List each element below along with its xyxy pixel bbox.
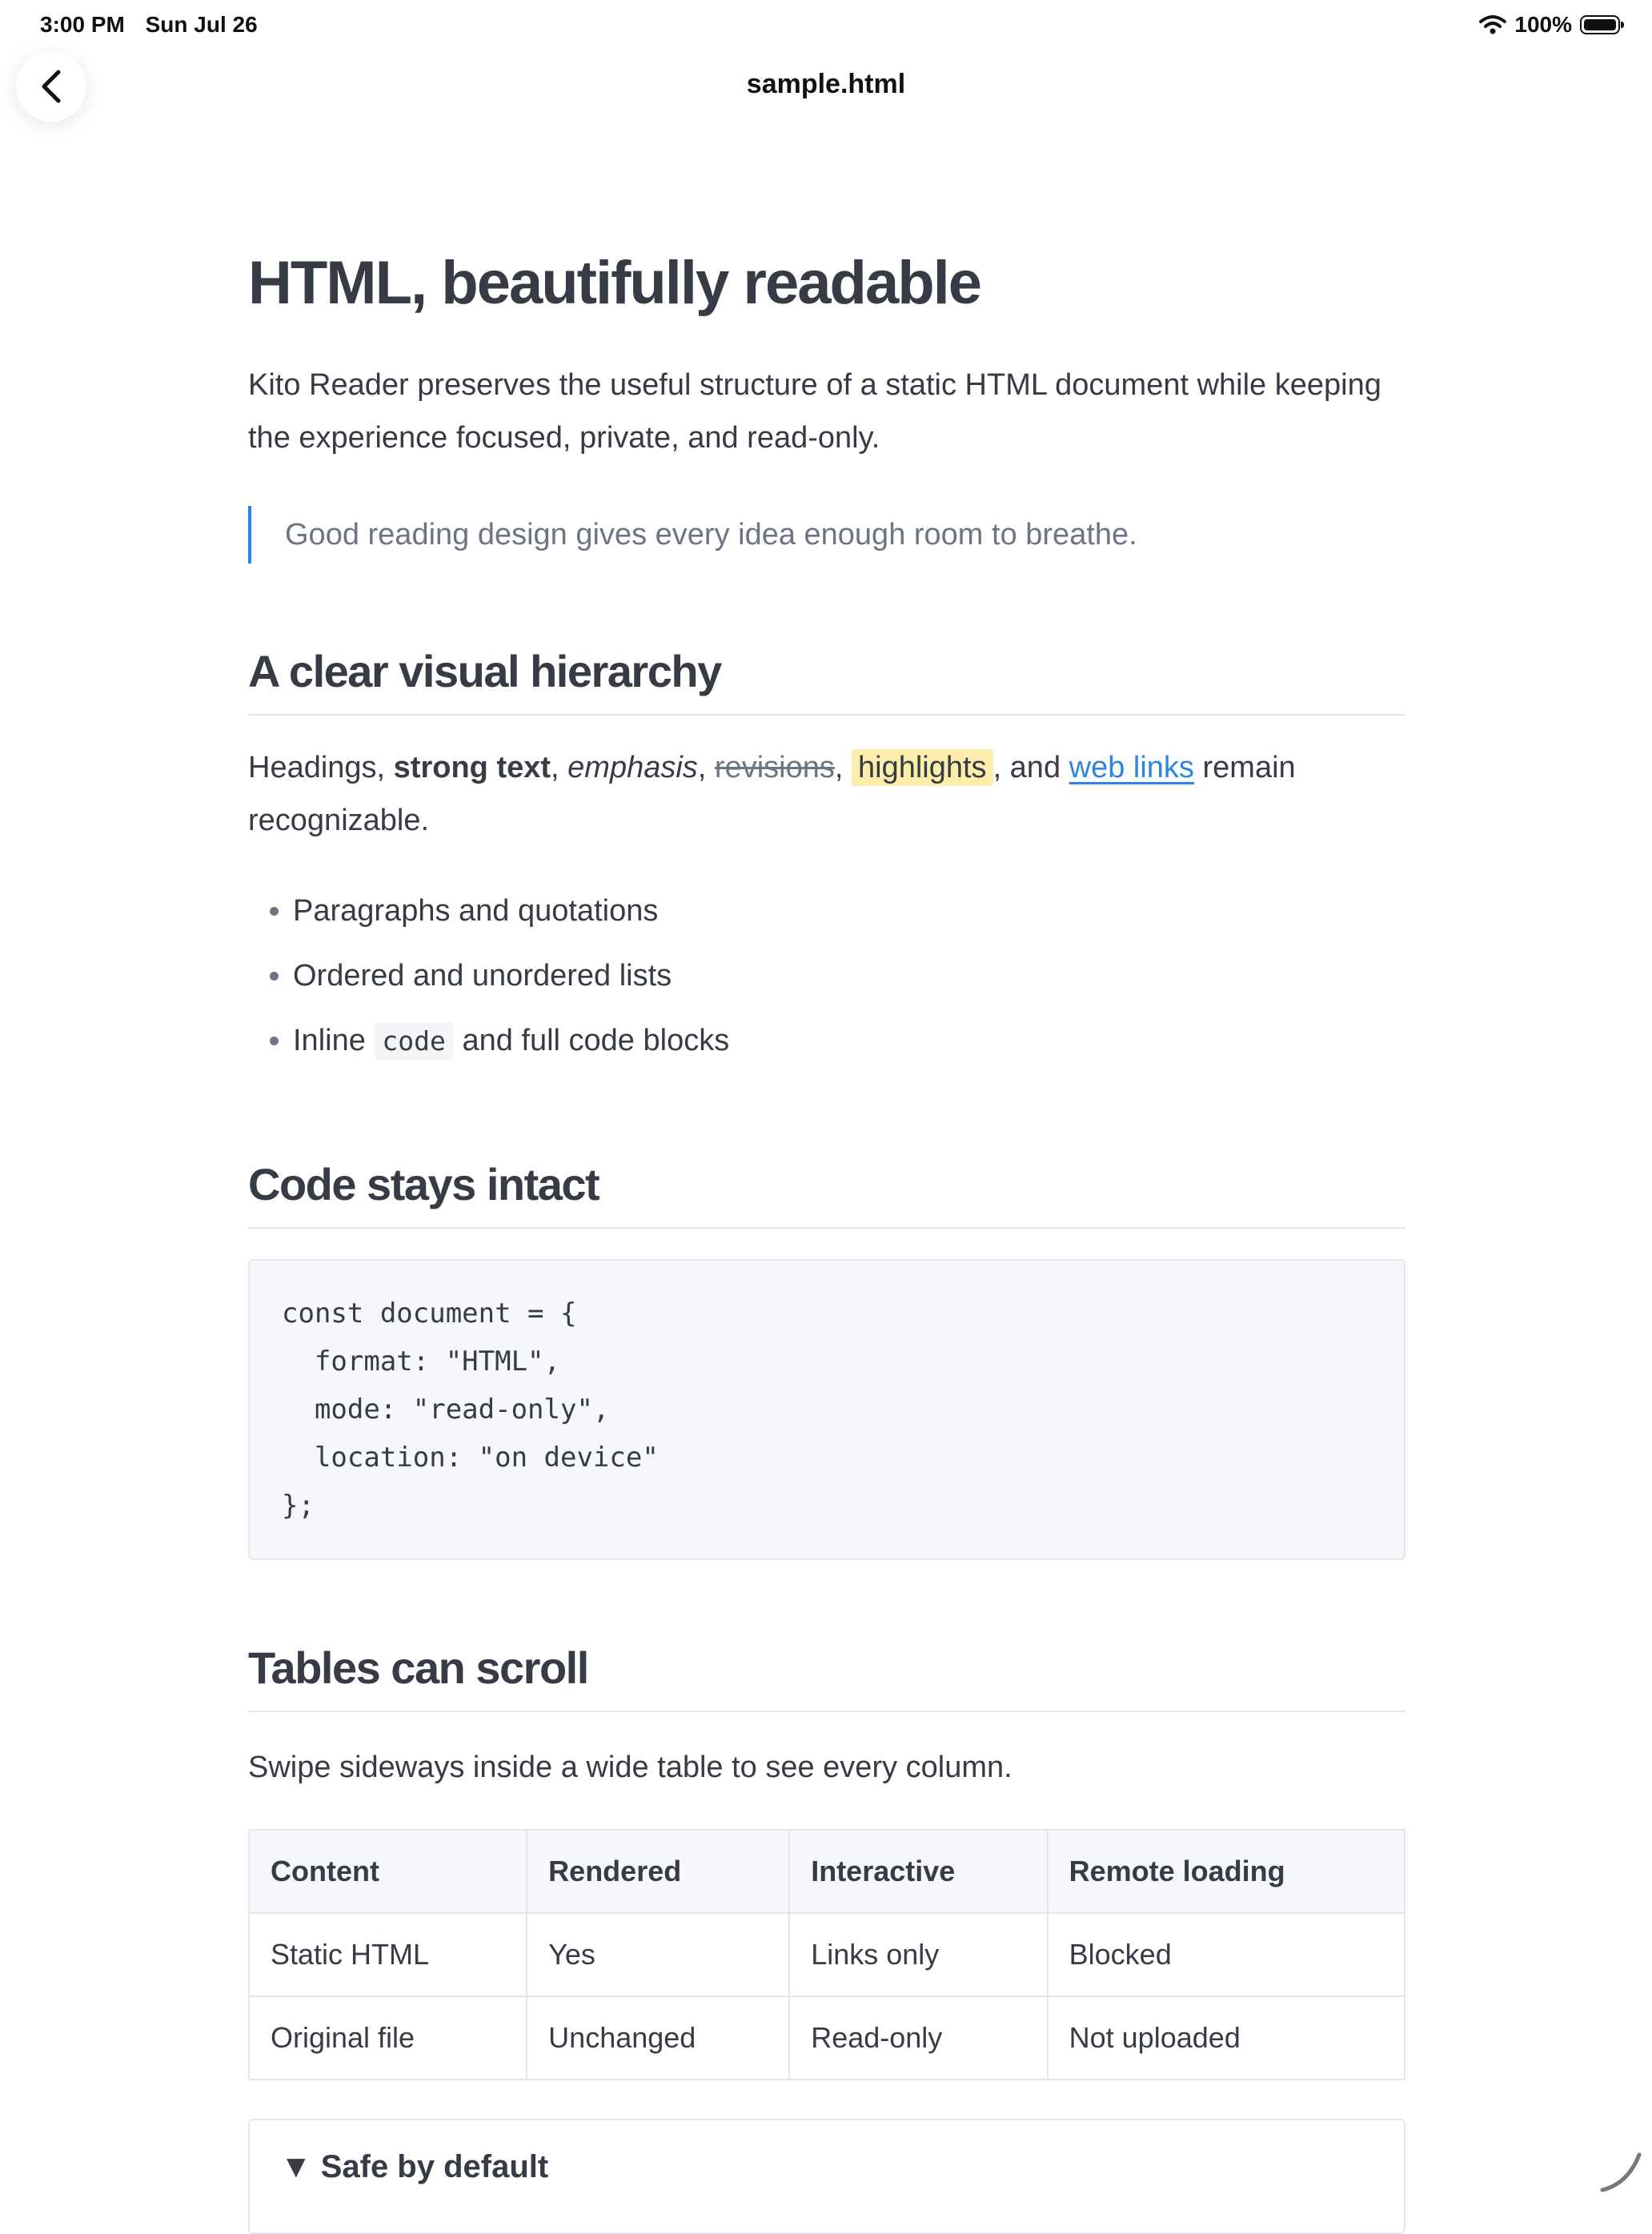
table-cell: Unchanged (527, 1996, 789, 2080)
section-heading-code: Code stays intact (248, 1157, 1405, 1229)
wifi-icon (1479, 14, 1506, 35)
code-block: const document = { format: "HTML", mode: "read-only", location: "on device" }; (248, 1259, 1405, 1560)
table-cell: Original file (249, 1996, 527, 2080)
list-item: • Paragraphs and quotations (293, 879, 1405, 944)
text-comma: , (551, 751, 568, 784)
comparison-table[interactable] (248, 1829, 1405, 2080)
document-content (248, 248, 1405, 2234)
blockquote: Good reading design gives every idea enough room to breathe. (248, 506, 1405, 564)
status-time (40, 12, 258, 38)
battery-percent: 100% (1514, 12, 1572, 37)
list-item: • Ordered and unordered lists (293, 944, 1405, 1009)
inline-code: code (374, 1022, 453, 1060)
table-cell: Blocked (1048, 1913, 1405, 1996)
details-summary[interactable]: ▼ Safe by default (280, 2149, 549, 2184)
formatting-paragraph (248, 741, 1405, 847)
scroll-corner-icon (1596, 2147, 1644, 2195)
table-header-cell: Interactive (789, 1830, 1047, 1913)
table-header-cell: Remote loading (1048, 1830, 1405, 1913)
strong-text: strong text (393, 751, 551, 784)
table-header-row (249, 1830, 1405, 1913)
list-item (293, 1009, 1405, 1073)
table-cell: Yes (527, 1913, 789, 1996)
battery-icon (1580, 15, 1620, 34)
emphasis-text: emphasis (567, 751, 698, 784)
status-clock: 3:00 PM (40, 12, 125, 37)
list-text: Inline (293, 1024, 375, 1057)
details-block[interactable] (248, 2119, 1405, 2234)
table-cell: Static HTML (249, 1913, 527, 1996)
table-cell: Links only (789, 1913, 1047, 1996)
text-comma: , (697, 751, 715, 784)
highlight-text: highlights (852, 749, 993, 786)
strikethrough-text: revisions (714, 751, 835, 784)
nav-title: sample.html (746, 69, 906, 99)
section-heading-tables: Tables can scroll (248, 1640, 1405, 1712)
intro-paragraph: Kito Reader preserves the useful structure of a static HTML document while keeping the experience focused, private, and read-only. (248, 368, 1381, 455)
status-indicators (1479, 12, 1620, 38)
web-link[interactable]: web links (1069, 751, 1194, 784)
table-cell: Read-only (789, 1996, 1047, 2080)
table-header-cell: Content (249, 1830, 527, 1913)
table-row (249, 1913, 1405, 1996)
table-note: Swipe sideways inside a wide table to see every column. (248, 1751, 1012, 1784)
text-and: , and (992, 751, 1069, 784)
status-date: Sun Jul 26 (145, 12, 258, 37)
feature-list (248, 879, 1405, 1073)
text-headings: Headings, (248, 751, 394, 784)
table-header-cell: Rendered (527, 1830, 789, 1913)
table-cell: Not uploaded (1048, 1996, 1405, 2080)
document-title: HTML, beautifully readable (248, 249, 981, 317)
status-bar (0, 0, 1652, 51)
text-comma: , (834, 751, 852, 784)
section-heading-hierarchy: A clear visual hierarchy (248, 644, 1405, 716)
table-row (249, 1996, 1405, 2080)
list-text: and full code blocks (453, 1024, 730, 1057)
text-tail: remain recognizable. (248, 751, 1296, 837)
